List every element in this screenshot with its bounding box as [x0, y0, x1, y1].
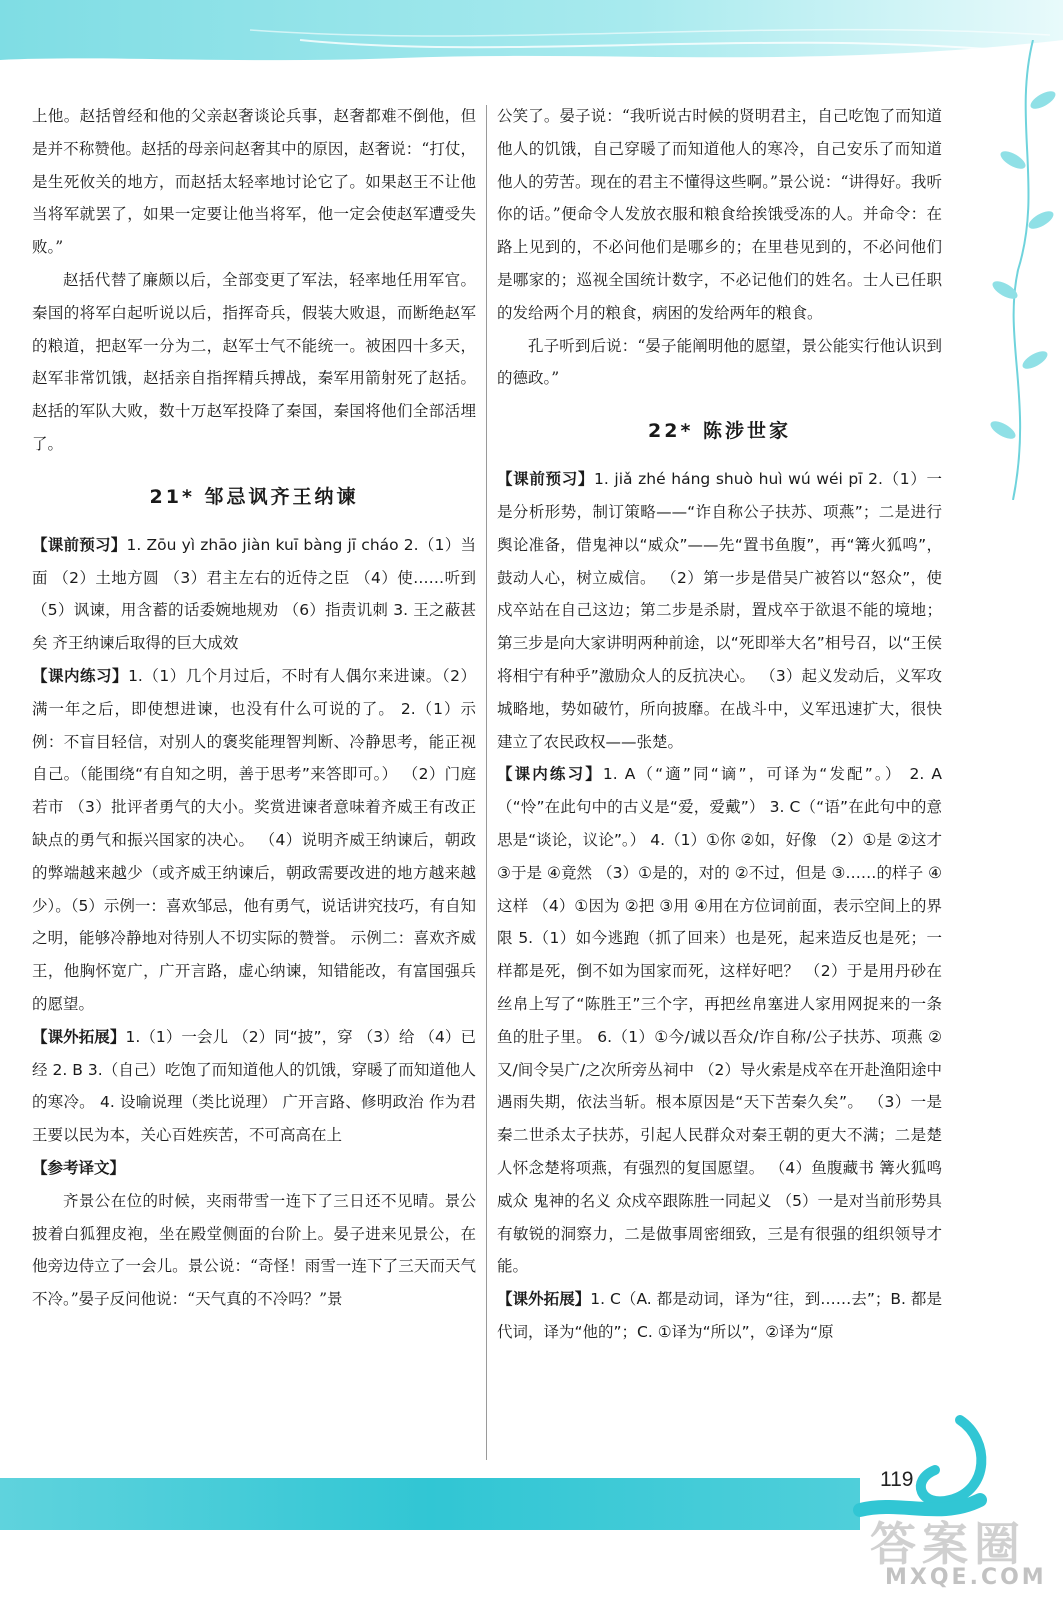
translation-label: 【参考译文】 [32, 1158, 126, 1177]
extension-text: 1.（1）一会儿 （2）同“披”，穿 （3）给 （4）已经 2. B 3.（自己）吃饱了而知道他人的饥饿，穿暖了而知道他人的寒冷。 4. 设喻说理（类比说理） 广开言路、修明政治 作为君王要以民为本，关心百姓疾苦，不可高高在上 [32, 1027, 476, 1145]
translation-label-line [32, 1152, 476, 1185]
footer-band [0, 1478, 860, 1530]
lesson-22-title: 22* 陈涉世家 [648, 420, 791, 443]
right-intro-paragraph-1: 公笑了。晏子说：“我听说古时候的贤明君主，自己吃饱了而知道他人的饥饿，自己穿暖了而知道他人的寒冷，自己安乐了而知道他人的劳苦。现在的君主不懂得这些啊。”景公说：“讲得好。我听你的话。”便命令人发放衣服和粮食给挨饿受冻的人。并命令：在路上见到的，不必问他们是哪乡的；在里巷见到的，不必问他们是哪家的；巡视全国统计数字，不必记他们的姓名。士人已任职的发给两个月的粮食，病困的发给两年的粮食。 [497, 107, 942, 322]
watermark-url-text: MXQE.COM [885, 1565, 1047, 1590]
left-preview-section [32, 529, 476, 660]
right-preview-section [497, 463, 942, 758]
left-intro-paragraph-2: 赵括代替了廉颇以后，全部变更了军法，轻率地任用军官。秦国的将军白起听说以后，指挥奇兵，假装大败退，而断绝赵军的粮道，把赵军一分为二，赵军士气不能统一。被困四十多天，赵军非常饥饿，赵括亲自指挥精兵搏战，秦军用箭射死了赵括。赵括的军队大败，数十万赵军投降了秦国，秦国将他们全部活埋了。 [32, 270, 476, 453]
left-column [32, 100, 476, 1316]
translation-text: 齐景公在位的时候，夹雨带雪一连下了三日还不见晴。景公披着白狐狸皮袍，坐在殿堂侧面的台阶上。晏子进来见景公，在他旁边侍立了一会儿。景公说：“奇怪！雨雪一连下了三天而天气不冷。”晏子反问他说：“天气真的不冷吗？”景 [32, 1191, 476, 1309]
page-number: 119 [880, 1468, 914, 1491]
preview-label: 【课前预习】 [32, 535, 127, 554]
practice-label: 【课内练习】 [497, 765, 603, 784]
right-practice-section [497, 758, 942, 1283]
lesson-21-title: 21* 邹忌讽齐王纳谏 [149, 485, 359, 508]
preview-text: 1. Zōu yì zhāo jiàn kuī bàng jī cháo 2.（1）当面 （2）土地方圆 （3）君主左右的近侍之臣 （4）使……听到 （5）讽谏，用含蓄的话委婉地规劝 （6）指责讥刺 3. 王之蔽甚矣 齐王纳谏后取得的巨大成效 [32, 535, 476, 653]
extension-label: 【课外拓展】 [497, 1290, 591, 1309]
vine-decoration [973, 40, 1063, 500]
watermark-logo-text: 答案圈 [870, 1517, 1026, 1571]
column-divider [486, 105, 487, 1460]
right-extension-section [497, 1283, 942, 1349]
top-decoration [0, 0, 1063, 110]
right-column [497, 100, 942, 1349]
practice-text: 1. A（“適”同“谪”，可译为“发配”。） 2. A（“怜”在此句中的古义是“爱，爱戴”） 3. C（“语”在此句中的意思是“谈论，议论”。） 4.（1）①你 ②如，好像 （2）①是 ②这才 ③于是 ④竟然 （3）①是的，对的 ②不过，但是 ③……的样子 ④这样 （4）①因为 ②把 ③用 ④用在方位词前面，表示空间上的界限 5.（1）如今逃跑（抓了回来）也是死，起来造反也是死；一样都是死，倒不如为国家而死，这样好吧？ （2）于是用丹砂在丝帛上写了“陈胜王”三个字，再把丝帛塞进人家用网捉来的一条鱼的肚子里。 6.（1）①今/诚以吾众/诈自称/公子扶苏、项燕 ②又/间令吴广/之次所旁丛祠中 （2）导火索是戍卒在开赴渔阳途中遇雨失期，依法当斩。根本原因是“天下苦秦久矣”。 （3）一是秦二世杀太子扶苏，引起人民群众对秦王朝的更大不满；二是楚人怀念楚将项燕，有强烈的复国愿望。 （4）鱼腹藏书 篝火狐鸣 威众 鬼神的名义 众戍卒跟陈胜一同起义 （5）一是对当前形势具有敏锐的洞察力，二是做事周密细致，三是有很强的组织领导才能。 [497, 765, 942, 1276]
preview-text: 1. jiǎ zhé háng shuò huì wú wéi pī 2.（1）一是分析形势，制订策略——“诈自称公子扶苏、项燕”；二是进行舆论准备，借鬼神以“威众”——先“置书鱼腹”，再“篝火狐鸣”，鼓动人心，树立威信。 （2）第一步是借吴广被笞以“怒众”，使戍卒站在自己这边；第二步是杀尉，置戍卒于欲退不能的境地；第三步是向大家讲明两种前途，以“死即举大名”相号召，以“王侯将相宁有种乎”激励众人的反抗决心。 （3）起义发动后，义军攻城略地，势如破竹，所向披靡。在战斗中，义军迅速扩大，很快建立了农民政权——张楚。 [497, 470, 942, 751]
practice-label: 【课内练习】 [32, 666, 129, 685]
extension-label: 【课外拓展】 [32, 1027, 126, 1046]
left-extension-section [32, 1021, 476, 1152]
extension-text: 1. C（A. 都是动词，译为“往，到……去”；B. 都是代词，译为“他的”；C. ①译为“所以”，②译为“原 [497, 1290, 942, 1341]
left-practice-section [32, 660, 476, 1021]
right-intro-paragraph-2: 孔子听到后说：“晏子能阐明他的愿望，景公能实行他认识到的德政。” [497, 336, 942, 388]
preview-label: 【课前预习】 [497, 470, 595, 489]
left-intro-paragraph-1: 上他。赵括曾经和他的父亲赵奢谈论兵事，赵奢都难不倒他，但是并不称赞他。赵括的母亲问赵奢其中的原因，赵奢说：“打仗，是生死攸关的地方，而赵括太轻率地讨论它了。如果赵王不让他当将军就罢了，如果一定要让他当将军，他一定会使赵军遭受失败。” [32, 107, 476, 257]
practice-text: 1.（1）几个月过后，不时有人偶尔来进谏。（2）满一年之后，即使想进谏，也没有什么可说的了。 2.（1）示例：不盲目轻信，对别人的褒奖能理智判断、冷静思考，能正视自己。（能围绕“有自知之明，善于思考”来答即可。） （2）门庭若市 （3）批评者勇气的大小。奖赏进谏者意味着齐威王有改正缺点的勇气和振兴国家的决心。 （4）说明齐威王纳谏后，朝政的弊端越来越少（或齐威王纳谏后，朝政需要改进的地方越来越少）。（5）示例一：喜欢邹忌，他有勇气，说话讲究技巧，有自知之明，能够冷静地对待别人不切实际的赞誉。 示例二：喜欢齐威王，他胸怀宽广，广开言路，虚心纳谏，知错能改，有富国强兵的愿望。 [32, 666, 476, 1013]
